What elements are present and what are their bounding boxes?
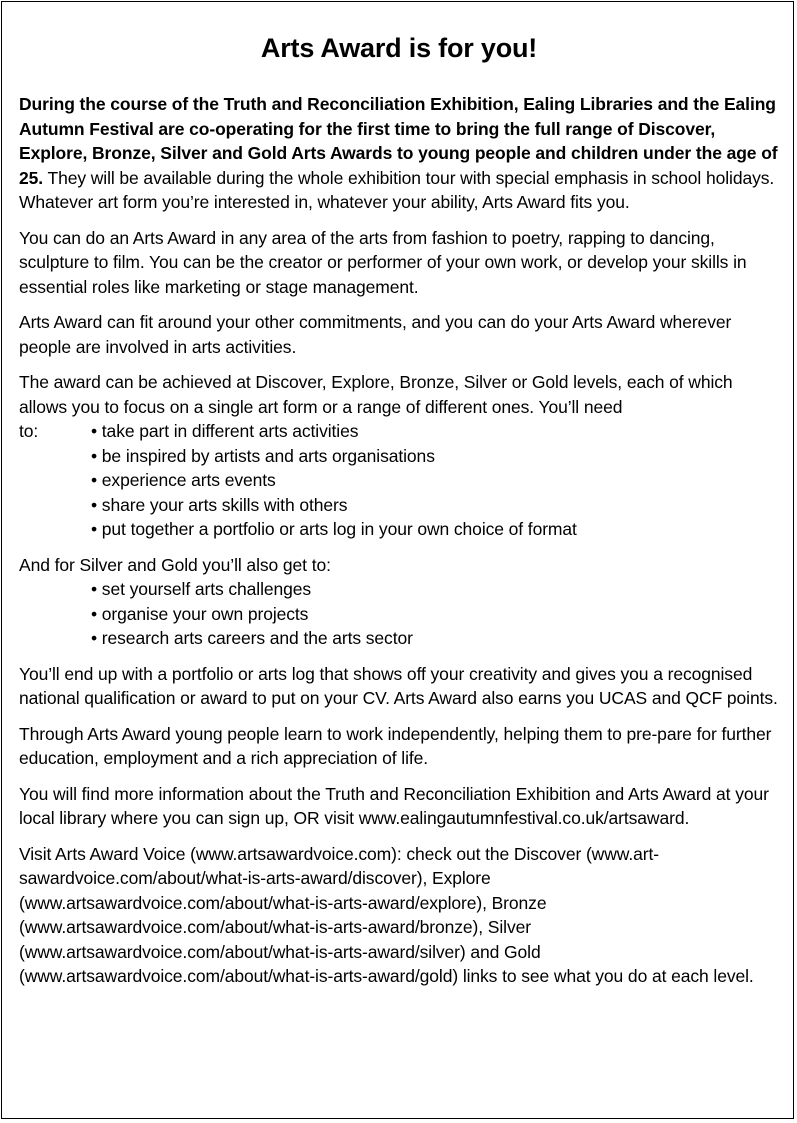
list-item-text: • take part in different arts activities (91, 419, 358, 444)
list-item: • research arts careers and the arts sector (19, 626, 779, 651)
paragraph-portfolio: You’ll end up with a portfolio or arts log that shows off your creativity and gives you a recognised national qualification or award to put on your CV. Arts Award also earns you UCAS and QCF points. (19, 663, 778, 708)
intro-bold-text: During the course of the Truth and Reconciliation Exhibition, Ealing Libraries and the Ealing Autumn Festival are co-operating for the first time to bring the full range of Discover, Explore, Bronze, Silver and Gold Arts Awards to young people and children under the age of 25. (19, 94, 778, 188)
intro-paragraph (19, 92, 779, 215)
page-title: Arts Award is for you! (260, 33, 538, 63)
silver-gold-list (19, 577, 779, 651)
document-body (19, 28, 779, 989)
list-item: • experience arts events (19, 468, 779, 493)
paragraph-independent: Through Arts Award young people learn to work independently, helping them to pre-pare for further education, employment and a rich appreciation of life. (19, 723, 772, 768)
need-list (19, 419, 779, 542)
paragraph-fit: Arts Award can fit around your other commitments, and you can do your Arts Award wherever people are involved in arts activities. (19, 312, 732, 357)
list-item: • organise your own projects (19, 602, 779, 627)
to-label: to: (19, 421, 39, 441)
intro-rest-text: They will be available during the whole exhibition tour with special emphasis in school holidays. Whatever art form you’re interested in, whatever your ability, Arts Award fits you. (19, 167, 775, 212)
paragraph-voice: Visit Arts Award Voice (www.artsawardvoice.com): check out the Discover (www.art-sawardvoice.com/about/what-is-arts-award/discover), Explore (www.artsawardvoice.com/about/what-is-arts-award/explore), Bronze (www.artsawardvoice.com/about/what-is-arts-award/bronze), Silver (www.artsawardvoice.com/about/what-is-arts-award/silver) and Gold (www.artsawardvoice.com/about/what-is-arts-award/gold) links to see what you do at each level. (19, 843, 754, 986)
list-item: • set yourself arts challenges (19, 577, 779, 602)
list-item: • be inspired by artists and arts organisations (19, 444, 779, 469)
list-item: • share your arts skills with others (19, 493, 779, 518)
paragraph-more-info: You will find more information about the Truth and Reconciliation Exhibition and Arts Award at your local library where you can sign up, OR visit www.ealingautumnfestival.co.uk/artsaward. (19, 783, 769, 828)
paragraph-levels: The award can be achieved at Discover, Explore, Bronze, Silver or Gold levels, each of which allows you to focus on a single art form or a range of different ones. You’ll need (19, 372, 733, 417)
silver-gold-intro: And for Silver and Gold you’ll also get to: (19, 554, 331, 575)
paragraph-areas: You can do an Arts Award in any area of the arts from fashion to poetry, rapping to dancing, sculpture to film. You can be the creator or performer of your own work, or develop your skills in essential roles like marketing or stage management. (19, 227, 747, 297)
list-item: • put together a portfolio or arts log in your own choice of format (19, 517, 779, 542)
list-item (19, 419, 779, 444)
